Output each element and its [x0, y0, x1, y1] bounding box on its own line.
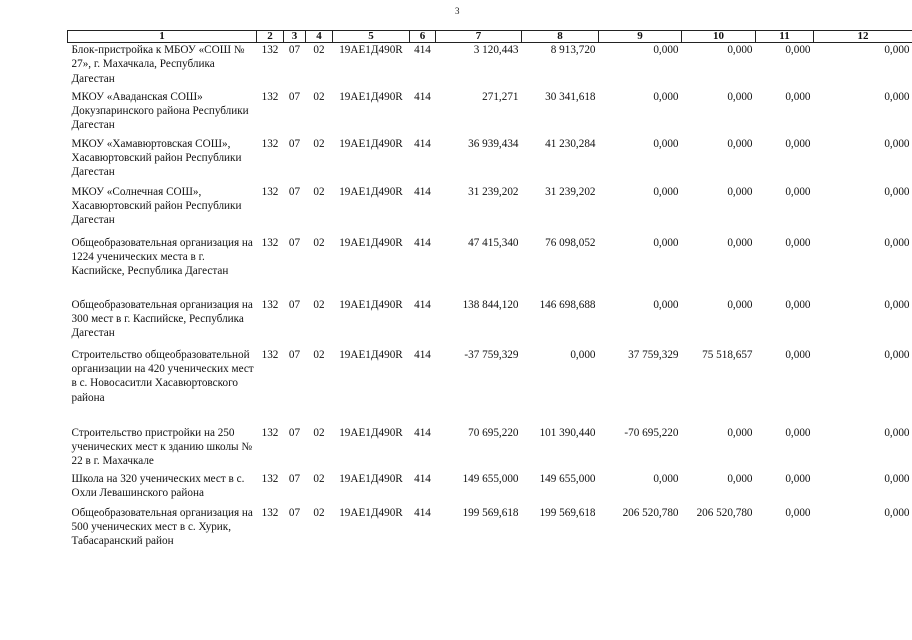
table-row	[68, 426, 912, 472]
cell-col-10: 0,000	[727, 298, 753, 311]
cell-col-5: 19АЕ1Д490R	[339, 185, 403, 198]
cell-col-2: 132	[261, 236, 279, 249]
cell-col-8: 76 098,052	[545, 236, 596, 249]
cell-col-6: 414	[414, 236, 431, 249]
cell-col-10: 75 518,657	[702, 348, 753, 361]
cell-col-7: 3 120,443	[473, 44, 519, 56]
cell-col-9: 0,000	[653, 185, 679, 198]
cell-col-3: 07	[288, 472, 301, 485]
budget-table	[67, 30, 912, 566]
cell-col-6: 414	[414, 90, 431, 103]
cell-col-5: 19АЕ1Д490R	[339, 236, 403, 249]
cell-col-8: 149 655,000	[539, 472, 596, 485]
cell-col-7: 271,271	[482, 90, 519, 103]
cell-col-11: 0,000	[785, 185, 811, 198]
column-header-6: 6	[410, 31, 436, 43]
cell-col-5: 19АЕ1Д490R	[339, 298, 403, 311]
table-row	[68, 43, 912, 90]
column-header-4: 4	[306, 31, 333, 43]
table-row	[68, 185, 912, 236]
cell-col-4: 02	[313, 185, 325, 198]
cell-col-5: 19АЕ1Д490R	[339, 137, 403, 150]
cell-col-2: 132	[261, 298, 279, 311]
column-header-11: 11	[756, 31, 814, 43]
header-row	[68, 31, 912, 43]
cell-col-12: 0,000	[884, 185, 910, 198]
cell-col-5: 19АЕ1Д490R	[339, 472, 403, 485]
cell-col-6: 414	[414, 137, 431, 150]
cell-col-7: 199 569,618	[462, 506, 519, 519]
cell-col-5: 19АЕ1Д490R	[339, 90, 403, 103]
cell-col-6: 414	[414, 44, 431, 56]
cell-col-7: 149 655,000	[462, 472, 519, 485]
cell-col-3: 07	[288, 185, 301, 198]
cell-col-9: 37 759,329	[628, 348, 679, 361]
cell-col-2: 132	[261, 426, 279, 439]
cell-col-6: 414	[414, 348, 431, 361]
cell-col-7: 36 939,434	[468, 137, 519, 150]
column-header-10: 10	[682, 31, 756, 43]
cell-col-8: 146 698,688	[539, 298, 596, 311]
cell-col-11: 0,000	[785, 44, 811, 56]
cell-col-12: 0,000	[884, 298, 910, 311]
cell-col-12: 0,000	[884, 506, 910, 519]
cell-col-2: 132	[261, 137, 279, 150]
cell-col-4: 02	[313, 348, 325, 361]
column-header-1: 1	[68, 31, 257, 43]
cell-col-2: 132	[261, 472, 279, 485]
object-name-cell: Блок-пристройка к МБОУ «СОШ № 27», г. Махачкала, Республика Дагестан	[71, 44, 245, 85]
column-header-8: 8	[522, 31, 599, 43]
cell-col-9: 0,000	[653, 137, 679, 150]
cell-col-4: 02	[313, 472, 325, 485]
column-header-9: 9	[599, 31, 682, 43]
object-name-cell: Общеобразовательная организация на 300 мест в г. Каспийске, Республика Дагестан	[71, 298, 253, 340]
table-row	[68, 298, 912, 348]
cell-col-11: 0,000	[785, 137, 811, 150]
cell-col-8: 31 239,202	[545, 185, 596, 198]
table-row	[68, 472, 912, 506]
cell-col-10: 206 520,780	[696, 506, 753, 519]
cell-col-10: 0,000	[727, 137, 753, 150]
cell-col-6: 414	[414, 472, 431, 485]
column-header-3: 3	[284, 31, 306, 43]
object-name-cell: МКОУ «Солнечная СОШ», Хасавюртовский район Республики Дагестан	[71, 185, 242, 227]
cell-col-5: 19АЕ1Д490R	[339, 348, 403, 361]
cell-col-10: 0,000	[727, 426, 753, 439]
cell-col-4: 02	[313, 506, 325, 519]
object-name-cell: МКОУ «Аваданская СОШ» Докузпаринского района Республики Дагестан	[71, 90, 249, 132]
cell-col-3: 07	[288, 426, 301, 439]
cell-col-3: 07	[288, 44, 301, 56]
cell-col-7: 70 695,220	[468, 426, 519, 439]
cell-col-12: 0,000	[884, 44, 910, 56]
cell-col-12: 0,000	[884, 137, 910, 150]
cell-col-4: 02	[313, 236, 325, 249]
cell-col-10: 0,000	[727, 472, 753, 485]
cell-col-7: 31 239,202	[468, 185, 519, 198]
cell-col-9: 0,000	[653, 44, 679, 56]
cell-col-12: 0,000	[884, 472, 910, 485]
cell-col-5: 19АЕ1Д490R	[339, 506, 403, 519]
cell-col-3: 07	[288, 298, 301, 311]
table-row	[68, 137, 912, 185]
column-header-2: 2	[257, 31, 284, 43]
cell-col-12: 0,000	[884, 348, 910, 361]
cell-col-9: 0,000	[653, 472, 679, 485]
cell-col-4: 02	[313, 298, 325, 311]
cell-col-12: 0,000	[884, 236, 910, 249]
cell-col-9: 0,000	[653, 298, 679, 311]
cell-col-10: 0,000	[727, 185, 753, 198]
object-name-cell: Общеобразовательная организация на 1224 ученических места в г. Каспийске, Республика Дагестан	[71, 236, 253, 278]
table-row	[68, 348, 912, 426]
cell-col-9: 0,000	[653, 90, 679, 103]
cell-col-9: 0,000	[653, 236, 679, 249]
object-name-cell: МКОУ «Хамавюртовская СОШ», Хасавюртовский район Республики Дагестан	[71, 137, 242, 179]
cell-col-6: 414	[414, 185, 431, 198]
cell-col-5: 19АЕ1Д490R	[339, 426, 403, 439]
cell-col-10: 0,000	[727, 90, 753, 103]
cell-col-8: 30 341,618	[545, 90, 596, 103]
cell-col-12: 0,000	[884, 426, 910, 439]
cell-col-3: 07	[288, 506, 301, 519]
cell-col-11: 0,000	[785, 506, 811, 519]
cell-col-11: 0,000	[785, 90, 811, 103]
cell-col-11: 0,000	[785, 236, 811, 249]
object-name-cell: Общеобразовательная организация на 500 ученических мест в с. Хурик, Табасаранский район	[71, 506, 253, 548]
cell-col-7: 47 415,340	[468, 236, 519, 249]
cell-col-11: 0,000	[785, 426, 811, 439]
cell-col-11: 0,000	[785, 298, 811, 311]
cell-col-3: 07	[288, 236, 301, 249]
cell-col-2: 132	[261, 348, 279, 361]
cell-col-4: 02	[313, 426, 325, 439]
cell-col-8: 199 569,618	[539, 506, 596, 519]
column-header-12: 12	[814, 31, 912, 43]
cell-col-10: 0,000	[727, 44, 753, 56]
column-header-7: 7	[436, 31, 522, 43]
cell-col-2: 132	[261, 185, 279, 198]
cell-col-7: -37 759,329	[464, 348, 519, 361]
object-name-cell: Строительство пристройки на 250 ученических мест к зданию школы № 22 в г. Махачкале	[71, 426, 253, 468]
cell-col-2: 132	[261, 90, 279, 103]
cell-col-11: 0,000	[785, 472, 811, 485]
table-body	[68, 43, 912, 566]
table-row	[68, 236, 912, 298]
cell-col-4: 02	[313, 90, 325, 103]
cell-col-9: 206 520,780	[622, 506, 679, 519]
cell-col-8: 0,000	[570, 348, 596, 361]
cell-col-12: 0,000	[884, 90, 910, 103]
column-header-5: 5	[333, 31, 410, 43]
cell-col-2: 132	[261, 506, 279, 519]
cell-col-6: 414	[414, 426, 431, 439]
cell-col-6: 414	[414, 506, 431, 519]
cell-col-10: 0,000	[727, 236, 753, 249]
cell-col-8: 101 390,440	[539, 426, 596, 439]
cell-col-6: 414	[414, 298, 431, 311]
table-row	[68, 90, 912, 137]
cell-col-3: 07	[288, 90, 301, 103]
cell-col-9: -70 695,220	[624, 426, 679, 439]
cell-col-3: 07	[288, 137, 301, 150]
object-name-cell: Школа на 320 ученических мест в с. Охли Левашинского района	[71, 472, 245, 499]
cell-col-8: 8 913,720	[550, 44, 596, 56]
cell-col-7: 138 844,120	[462, 298, 519, 311]
cell-col-2: 132	[261, 44, 279, 56]
page-number: 3	[455, 6, 460, 16]
cell-col-5: 19АЕ1Д490R	[339, 44, 403, 56]
cell-col-4: 02	[313, 137, 325, 150]
object-name-cell: Строительство общеобразовательной организации на 420 ученических мест в с. Новосаситли Хасавюртовского района	[71, 348, 254, 404]
cell-col-3: 07	[288, 348, 301, 361]
table-row	[68, 506, 912, 566]
cell-col-8: 41 230,284	[545, 137, 596, 150]
cell-col-11: 0,000	[785, 348, 811, 361]
cell-col-4: 02	[313, 44, 325, 56]
